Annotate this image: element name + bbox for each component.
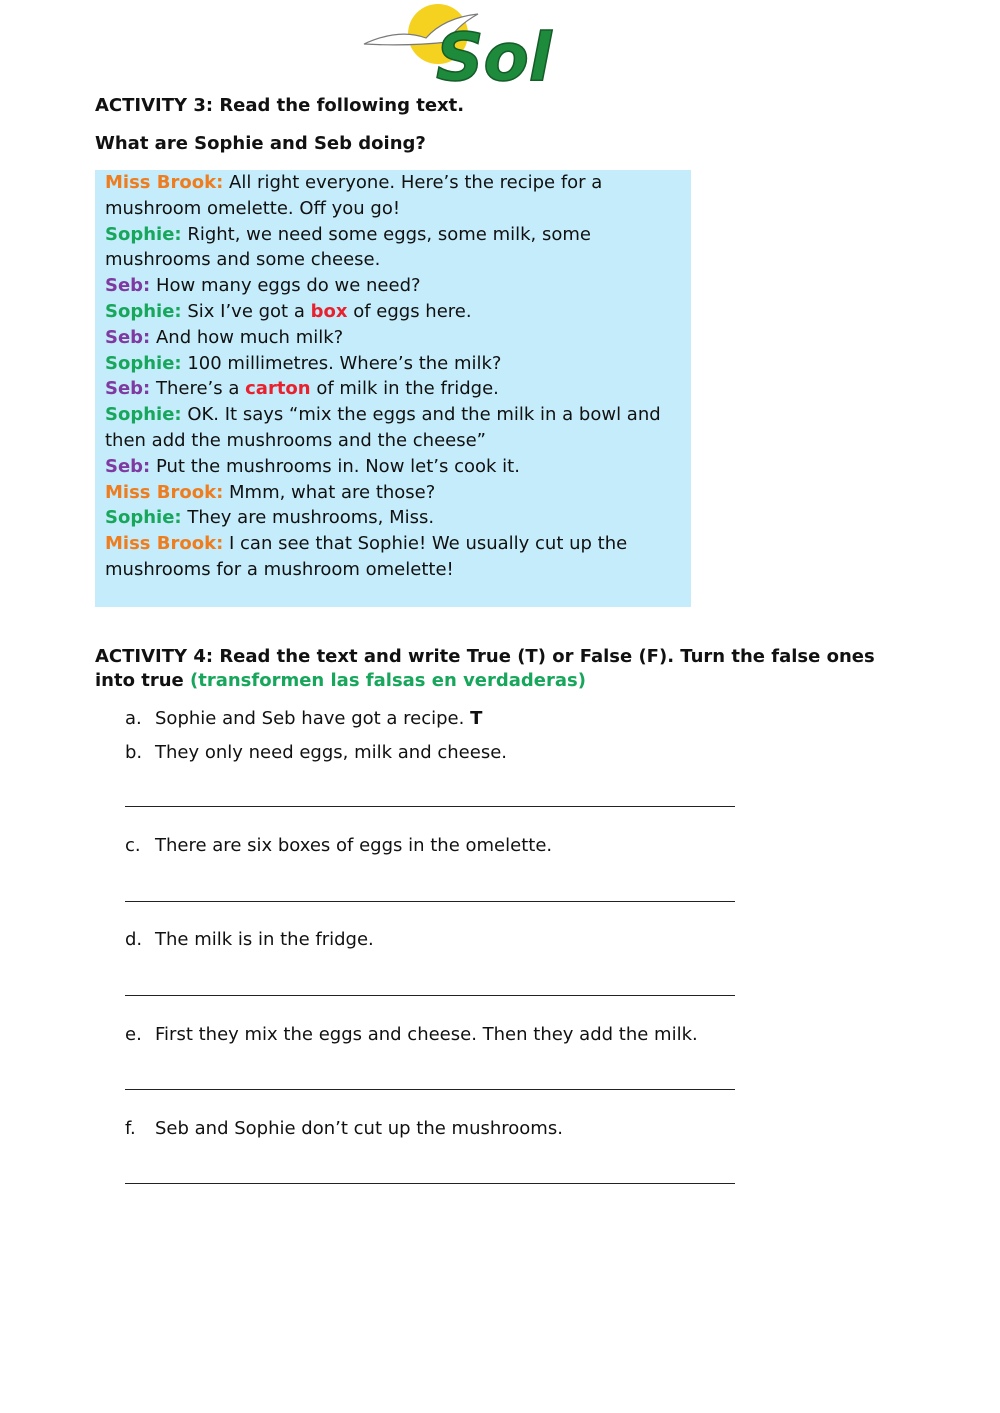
speaker-name: Seb: — [105, 275, 151, 297]
dialogue-text: And how much milk? — [150, 326, 344, 348]
dialogue-line — [105, 557, 683, 583]
dialogue-line — [105, 505, 683, 531]
list-item — [125, 1023, 698, 1047]
sol-logo — [360, 2, 560, 92]
dialogue-line — [105, 299, 683, 325]
item-letter: e. — [125, 1024, 142, 1045]
list-item — [125, 834, 552, 858]
item-text: First they mix the eggs and cheese. Then they add the milk. — [155, 1024, 698, 1045]
item-text: Sophie and Seb have got a recipe. — [155, 708, 471, 729]
dialogue-text: Mmm, what are those? — [223, 481, 436, 503]
speaker-name: Seb: — [105, 326, 151, 348]
dialogue-text: then add the mushrooms and the cheese” — [105, 429, 487, 451]
dialogue-text: of eggs here. — [347, 300, 472, 322]
answer-line[interactable] — [125, 901, 735, 902]
speaker-name: Seb: — [105, 455, 151, 477]
dialogue-line — [105, 480, 683, 506]
list-item — [125, 707, 482, 731]
dialogue-box — [95, 170, 691, 607]
item-letter: d. — [125, 929, 143, 950]
speaker-name: Sophie: — [105, 404, 182, 426]
answer-line[interactable] — [125, 1183, 735, 1184]
item-answer: T — [470, 708, 483, 729]
dialogue-line — [105, 531, 683, 557]
item-text: Seb and Sophie don’t cut up the mushrooms. — [155, 1118, 563, 1139]
activity4-title-spanish: (transformen las falsas en verdaderas) — [190, 670, 586, 691]
dialogue-text: OK. It says “mix the eggs and the milk in a bowl and — [181, 404, 661, 426]
activity3-question: What are Sophie and Seb doing? — [95, 133, 426, 154]
speaker-name: Sophie: — [105, 223, 182, 245]
dialogue-line — [105, 196, 683, 222]
list-item — [125, 741, 507, 765]
speaker-name: Seb: — [105, 378, 151, 400]
speaker-name: Miss Brook: — [105, 172, 224, 193]
dialogue-text: I can see that Sophie! We usually cut up the — [223, 533, 628, 555]
answer-line[interactable] — [125, 995, 735, 996]
logo-lettering: Sol — [436, 19, 552, 92]
dialogue-line — [105, 351, 683, 377]
activity4-title — [95, 645, 895, 693]
highlighted-word: box — [310, 300, 348, 322]
dialogue-text: How many eggs do we need? — [150, 275, 421, 297]
speaker-name: Miss Brook: — [105, 481, 224, 503]
dialogue-text: mushrooms and some cheese. — [105, 249, 381, 271]
dialogue-text: All right everyone. Here’s the recipe for a — [223, 172, 603, 193]
dialogue-line — [105, 273, 683, 299]
dialogue-line — [105, 247, 683, 273]
item-text: They only need eggs, milk and cheese. — [155, 742, 507, 763]
dialogue-line — [105, 325, 683, 351]
dialogue-text: Six I’ve got a — [181, 300, 311, 322]
answer-line[interactable] — [125, 1089, 735, 1090]
speaker-name: Sophie: — [105, 300, 182, 322]
highlighted-word: carton — [245, 378, 311, 400]
item-letter: b. — [125, 742, 143, 763]
item-text: There are six boxes of eggs in the omelette. — [155, 835, 553, 856]
item-text: The milk is in the fridge. — [155, 929, 374, 950]
dialogue-text: Right, we need some eggs, some milk, some — [181, 223, 591, 245]
dialogue-line — [105, 402, 683, 428]
dialogue-line — [105, 454, 683, 480]
dialogue-text: mushroom omelette. Off you go! — [105, 197, 401, 219]
list-item — [125, 928, 374, 952]
dialogue-text: There’s a — [150, 378, 246, 400]
dialogue-line — [105, 376, 683, 402]
dialogue-text: 100 millimetres. Where’s the milk? — [181, 352, 502, 374]
speaker-name: Sophie: — [105, 507, 182, 529]
dialogue-text: of milk in the fridge. — [310, 378, 499, 400]
dialogue-line — [105, 222, 683, 248]
dialogue-text: They are mushrooms, Miss. — [181, 507, 435, 529]
dialogue-text: Put the mushrooms in. Now let’s cook it. — [150, 455, 520, 477]
list-item — [125, 1117, 563, 1141]
item-letter: c. — [125, 835, 141, 856]
speaker-name: Sophie: — [105, 352, 182, 374]
speaker-name: Miss Brook: — [105, 533, 224, 555]
activity4-title-main: ACTIVITY 4: Read the text and write True (T) or False (F). Turn the false ones into true — [95, 646, 875, 691]
item-letter: a. — [125, 708, 142, 729]
item-letter: f. — [125, 1118, 136, 1139]
dialogue-line — [105, 170, 683, 196]
dialogue-text: mushrooms for a mushroom omelette! — [105, 558, 454, 580]
activity3-title: ACTIVITY 3: Read the following text. — [95, 95, 465, 116]
dialogue-line — [105, 428, 683, 454]
answer-line[interactable] — [125, 806, 735, 807]
